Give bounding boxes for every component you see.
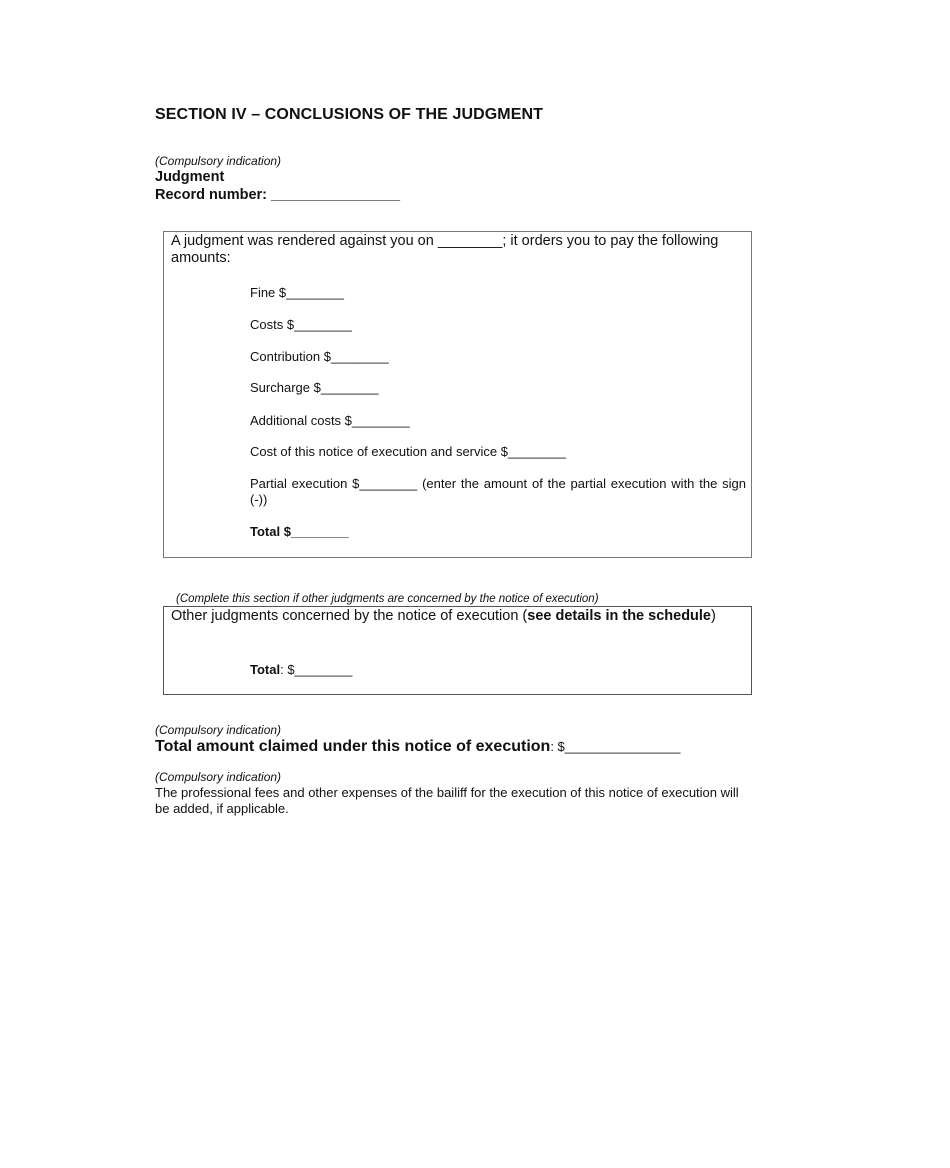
judgment-intro	[171, 233, 749, 267]
costs-field[interactable]: Costs $________	[250, 317, 352, 332]
other-total-field[interactable]	[250, 662, 352, 678]
other-judgments-box	[163, 606, 752, 695]
cost-of-notice-field[interactable]: Cost of this notice of execution and service $________	[250, 444, 566, 459]
compulsory-indication-2: (Compulsory indication)	[155, 723, 282, 737]
judgment-label: Judgment	[155, 169, 225, 185]
other-total-value: : $________	[280, 662, 353, 677]
other-judgments-note: (Complete this section if other judgments are concerned by the notice of execution)	[176, 593, 599, 605]
contribution-field[interactable]: Contribution $________	[250, 349, 389, 364]
intro-text-b: ; it orders you to pay the following amounts:	[171, 233, 719, 266]
additional-costs-field[interactable]: Additional costs $________	[250, 413, 410, 428]
total-claimed-field[interactable]	[155, 738, 680, 756]
compulsory-indication-1: (Compulsory indication)	[155, 154, 282, 168]
other-total-label: Total	[250, 662, 281, 677]
surcharge-field[interactable]: Surcharge $________	[250, 380, 379, 395]
other-title-a: Other judgments concerned by the notice of execution (	[171, 608, 528, 624]
compulsory-indication-3: (Compulsory indication)	[155, 770, 282, 784]
total-claimed-value: : $________________	[550, 739, 681, 754]
other-title-b: )	[711, 608, 716, 624]
fine-field[interactable]: Fine $________	[250, 285, 344, 300]
bailiff-fees-text: The professional fees and other expenses of the bailiff for the execution of this notice of execution will be added, if applicable.	[155, 785, 739, 816]
total-field[interactable]: Total $________	[250, 524, 349, 539]
judgment-amounts-box	[163, 231, 752, 558]
partial-execution-field[interactable]: Partial execution $________ (enter the amount of the partial execution with the sign (-))	[250, 476, 746, 507]
total-claimed-label: Total amount claimed under this notice of execution	[155, 738, 551, 755]
judgment-date-field[interactable]: ________	[437, 233, 503, 249]
section-title: SECTION IV – CONCLUSIONS OF THE JUDGMENT	[155, 106, 544, 123]
schedule-reference: see details in the schedule	[527, 608, 712, 624]
other-judgments-title	[171, 608, 716, 624]
intro-text-a: A judgment was rendered against you on	[171, 233, 438, 249]
record-number-field[interactable]: Record number: ________________	[155, 187, 401, 203]
